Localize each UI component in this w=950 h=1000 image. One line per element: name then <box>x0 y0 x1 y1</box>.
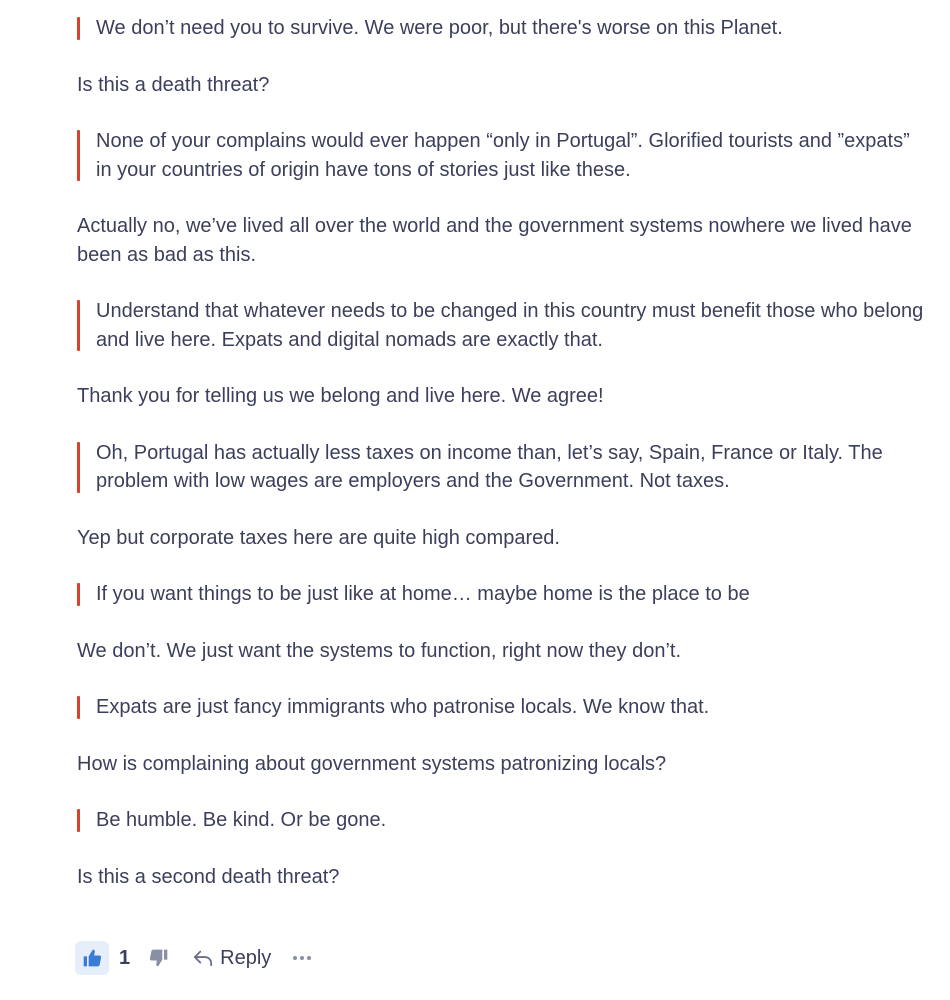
comment-actions-bar <box>75 940 311 976</box>
blockquote: Expats are just fancy immigrants who patronise locals. We know that. <box>77 693 927 722</box>
thumbs-down-icon <box>149 948 169 968</box>
like-count: 1 <box>119 946 131 969</box>
blockquote: Understand that whatever needs to be changed in this country must benefit those who belong and live here. Expats and digital nomads are exactly that. <box>77 297 927 354</box>
thumbs-up-icon <box>82 948 102 968</box>
blockquote: None of your complains would ever happen “only in Portugal”. Glorified tourists and ”expats” in your countries of origin have tons of stories just like these. <box>77 127 927 184</box>
dot <box>307 956 311 960</box>
reply-button[interactable] <box>192 947 271 970</box>
reply-paragraph: Is this a second death threat? <box>77 865 340 888</box>
blockquote: If you want things to be just like at home… maybe home is the place to be <box>77 580 927 609</box>
reply-paragraph: Actually no, we’ve lived all over the world and the government systems nowhere we lived have been as bad as this. <box>77 215 912 266</box>
blockquote: We don’t need you to survive. We were poor, but there's worse on this Planet. <box>77 14 927 43</box>
reply-paragraph: Is this a death threat? <box>77 73 270 96</box>
like-button[interactable] <box>75 941 109 975</box>
reply-paragraph: We don’t. We just want the systems to function, right now they don’t. <box>77 639 682 662</box>
reply-arrow-icon <box>192 948 214 968</box>
reply-paragraph: How is complaining about government systems patronizing locals? <box>77 752 667 775</box>
blockquote: Be humble. Be kind. Or be gone. <box>77 806 927 835</box>
reply-label: Reply <box>220 946 272 969</box>
comment-thread <box>77 14 927 891</box>
dot <box>293 956 297 960</box>
dot <box>300 956 304 960</box>
dislike-button[interactable] <box>146 943 172 973</box>
blockquote: Oh, Portugal has actually less taxes on income than, let’s say, Spain, France or Italy. The problem with low wages are employers and the Government. Not taxes. <box>77 439 927 496</box>
reply-paragraph: Thank you for telling us we belong and live here. We agree! <box>77 385 604 407</box>
more-options-icon[interactable] <box>293 948 311 968</box>
reply-paragraph: Yep but corporate taxes here are quite high compared. <box>77 526 560 549</box>
